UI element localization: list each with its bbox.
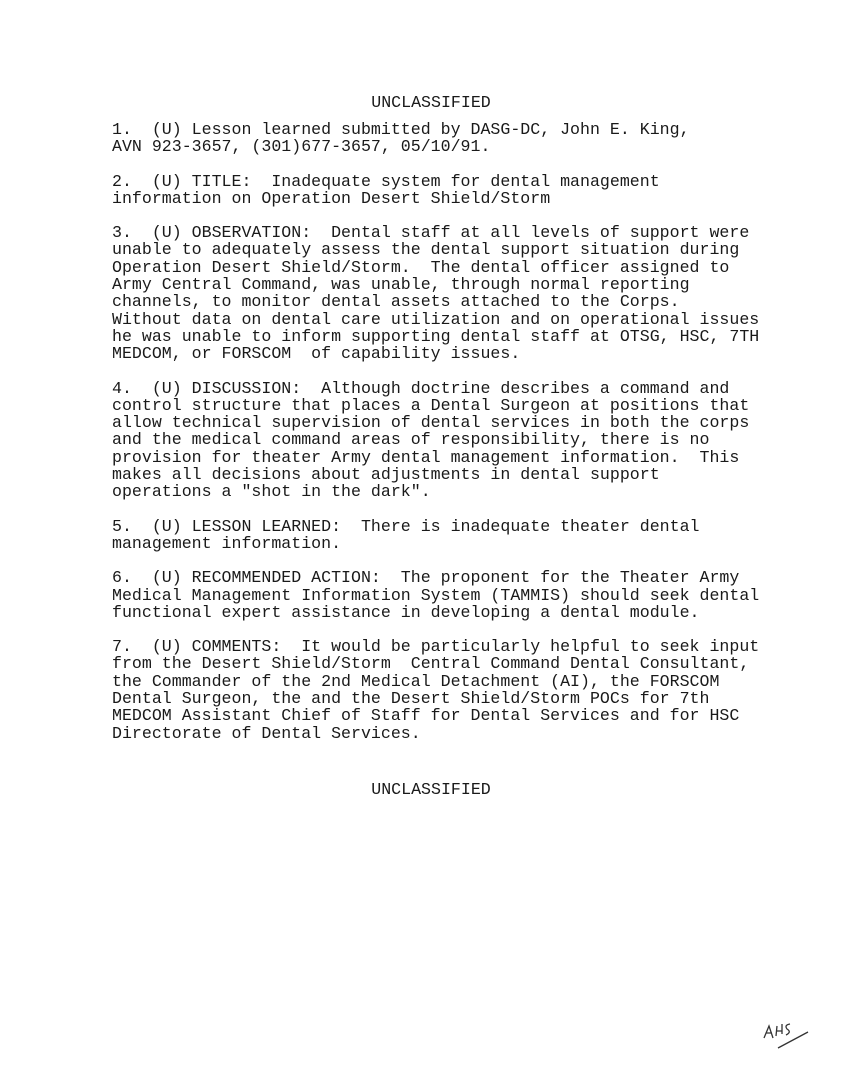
text-line: and the medical command areas of responsibility, there is no — [112, 430, 710, 450]
paragraph-3 — [112, 224, 812, 362]
text-line: allow technical supervision of dental services in both the corps — [112, 413, 750, 433]
text-line: provision for theater Army dental management information. This — [112, 447, 740, 467]
paragraph-2 — [112, 173, 812, 208]
text-line: unable to adequately assess the dental support situation during — [112, 240, 740, 260]
classification-footer: UNCLASSIFIED — [371, 780, 491, 799]
text-line: AVN 923-3657, (301)677-3657, 05/10/91. — [112, 137, 491, 157]
text-line: 3. (U) OBSERVATION: Dental staff at all levels of support were — [112, 223, 750, 243]
text-line: from the Desert Shield/Storm Central Command Dental Consultant, — [112, 654, 750, 674]
text-line: MEDCOM, or FORSCOM of capability issues. — [112, 344, 521, 364]
text-line: 1. (U) Lesson learned submitted by DASG-DC, John E. King, — [112, 120, 690, 139]
text-line: control structure that places a Dental Surgeon at positions that — [112, 395, 750, 415]
text-line: functional expert assistance in developing a dental module. — [112, 602, 700, 622]
text-line: he was unable to inform supporting dental staff at OTSG, HSC, 7TH — [112, 326, 760, 346]
text-line: 5. (U) LESSON LEARNED: There is inadequate theater dental — [112, 516, 700, 536]
text-line: Without data on dental care utilization and on operational issues — [112, 309, 760, 329]
classification-header: UNCLASSIFIED — [371, 93, 491, 112]
text-line: 4. (U) DISCUSSION: Although doctrine describes a command and — [112, 378, 730, 398]
text-line: MEDCOM Assistant Chief of Staff for Dental Services and for HSC — [112, 706, 740, 726]
paragraph-7 — [112, 638, 812, 742]
text-line: the Commander of the 2nd Medical Detachment (AI), the FORSCOM — [112, 671, 720, 691]
text-line: information on Operation Desert Shield/Storm — [112, 188, 551, 208]
paragraph-1 — [112, 121, 812, 156]
text-line: management information. — [112, 533, 342, 553]
handwritten-initials — [760, 1012, 820, 1052]
text-line: channels, to monitor dental assets attached to the Corps. — [112, 292, 680, 312]
paragraph-6 — [112, 569, 812, 621]
text-line: Operation Desert Shield/Storm. The dental officer assigned to — [112, 257, 730, 277]
text-line: 2. (U) TITLE: Inadequate system for dental management — [112, 171, 660, 191]
text-line: Medical Management Information System (TAMMIS) should seek dental — [112, 585, 760, 605]
text-line: Army Central Command, was unable, through normal reporting — [112, 275, 690, 295]
paragraph-5 — [112, 518, 812, 553]
text-line: operations a "shot in the dark". — [112, 482, 431, 502]
paragraph-4 — [112, 380, 812, 501]
text-line: 6. (U) RECOMMENDED ACTION: The proponent for the Theater Army — [112, 568, 740, 588]
text-line: Dental Surgeon, the and the Desert Shield/Storm POCs for 7th — [112, 689, 710, 709]
text-line: makes all decisions about adjustments in dental support — [112, 465, 660, 485]
text-line: Directorate of Dental Services. — [112, 723, 421, 743]
document-body — [112, 121, 812, 759]
text-line: 7. (U) COMMENTS: It would be particularly helpful to seek input — [112, 637, 760, 657]
